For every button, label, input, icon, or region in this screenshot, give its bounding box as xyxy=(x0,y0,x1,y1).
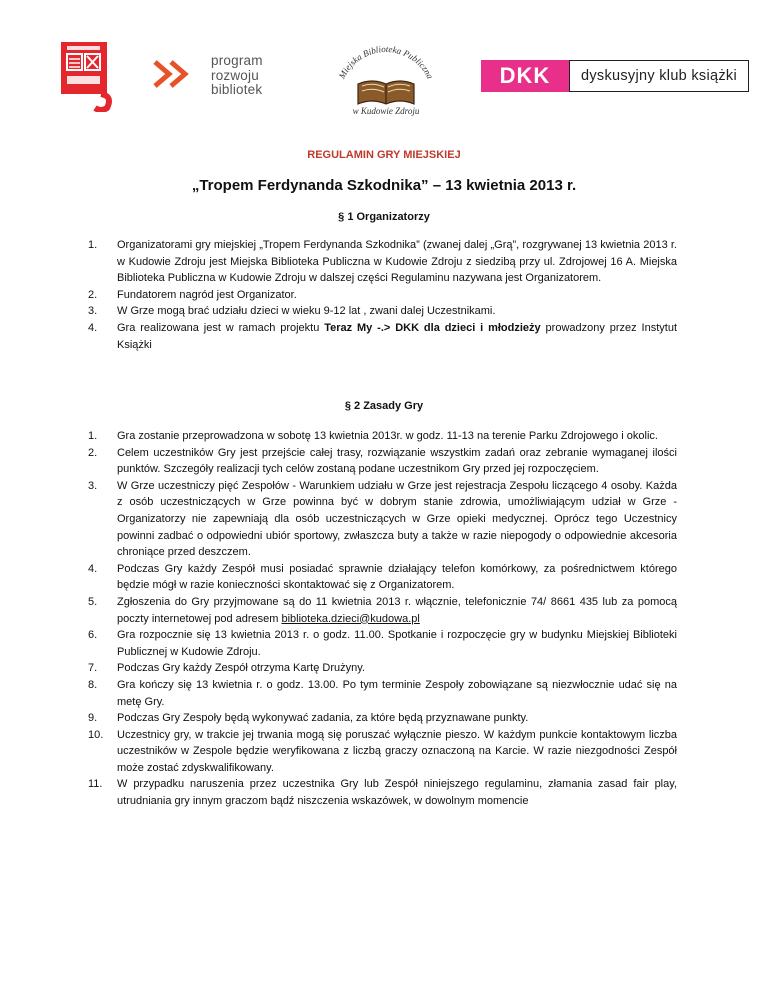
program-text xyxy=(211,54,263,98)
program-line-3: bibliotek xyxy=(211,82,263,97)
instytut-ksiazki-logo-mark xyxy=(61,42,113,112)
list-item: 1. Organizatorami gry miejskiej „Tropem Ferdynanda Szkodnika” (zwanej dalej „Grą”, rozgrywanej 13 kwietnia 2013 r. w Kudowie Zdroju jest Miejska Biblioteka Publiczna w Kudowie Zdroju z siedzibą przy ul. Zdrojowej 16 A. Miejska Biblioteka Publiczna w Kudowie Zdroju w dalszej części Regulaminu nazywana jest Organizatorem. xyxy=(88,239,677,285)
library-arc-text: Miejska Biblioteka Publiczna xyxy=(336,43,436,81)
list-item: 2. Celem uczestników Gry jest przejście całej trasy, rozwiązanie wszystkim zadań oraz zebranie wymaganej ilości punktów. Szczegóły realizacji tych celów zostaną podane uczestnikom Gry przed jej rozpoczęciem. xyxy=(88,446,677,476)
library-logo xyxy=(330,38,442,124)
list-item: 3. W Grze uczestniczy pięć Zespołów - Warunkiem udziału w Grze jest rejestracja Zespołu liczącego 4 osoby. Każda z osób uczestniczących w Grze powinna być w dobrym stanie zdrowia, umożliwiającym udział w Grze - Organizatorzy nie zapewniają dla osób uczestniczących w Grze opieki medycznej. Oprócz tego Uczestnicy powinni zadbać o odpowiedni ubiór sportowy, zwłaszcza buty a także w razie niepogody o odpowiednie akcesoria chroniące przed deszczem. xyxy=(88,479,677,559)
section-2-list xyxy=(0,428,768,810)
list-item: 8. Gra kończy się 13 kwietnia r. o godz. 13.00. Po tym terminie Zespoły zobowiązane są niezwłocznie udać się na metę Gry. xyxy=(88,678,677,708)
list-item: 1. Gra zostanie przeprowadzona w sobotę 13 kwietnia 2013r. w godz. 11-13 na terenie Parku Zdrojowego i okolic. xyxy=(88,430,658,442)
dkk-mark: DKK xyxy=(481,60,569,92)
list-item: 5. Zgłoszenia do Gry przyjmowane są do 11 kwietnia 2013 r. włącznie, telefonicznie 74/ 8661 435 lub za pomocą poczty internetowej pod adresem biblioteka.dzieci@kudowa.pl xyxy=(88,595,677,625)
program-rozwoju-bibliotek-logo xyxy=(153,54,283,104)
dkk-label: dyskusyjny klub książki xyxy=(569,60,749,92)
list-item: 9. Podczas Gry Zespoły będą wykonywać zadania, za które będą przyznawane punkty. xyxy=(88,712,529,725)
email-link[interactable]: biblioteka.dzieci@kudowa.pl xyxy=(281,612,420,625)
section-2-title: § 2 Zasady Gry xyxy=(344,400,424,412)
project-name: Teraz My -.> DKK dla dzieci i młodzieży xyxy=(324,321,541,334)
section-1-list xyxy=(0,237,768,353)
svg-text:Miejska Biblioteka Publiczna xyxy=(336,44,435,81)
logo-bar xyxy=(0,38,768,128)
list-item: 4. Podczas Gry każdy Zespół musi posiadać sprawnie działający telefon komórkowy, za pośrednictwem którego będzie mógł w razie konieczności skontaktować się z Organizatorem. xyxy=(88,562,677,592)
list-item: 10. Uczestnicy gry, w trakcie jej trwania mogą się poruszać wyłącznie pieszo. W każdym punkcie kontaktowym liczba uczestników w Zespole będzie weryfikowana z liczbą graczy oznaczoną na Karcie. W razie niezgodności Zespół może zostać zdyskwalifikowany. xyxy=(88,728,677,774)
library-sub-text: w Kudowie Zdroju xyxy=(352,106,420,116)
dkk-logo xyxy=(481,60,749,92)
list-item: 3. W Grze mogą brać udziału dzieci w wieku 9-12 lat , zwani dalej Uczestnikami. xyxy=(88,305,496,318)
list-item: 6. Gra rozpocznie się 13 kwietnia 2013 r. o godz. 11.00. Spotkanie i rozpoczęcie gry w budynku Miejskiej Biblioteki Publicznej w Kudowie Zdroju. xyxy=(88,629,677,658)
program-line-2: rozwoju xyxy=(211,67,259,83)
list-item: 4. Gra realizowana jest w ramach projektu Teraz My -.> DKK dla dzieci i młodzieży prowadzony przez Instytut Książki xyxy=(88,321,677,351)
double-chevron-icon xyxy=(153,58,203,98)
regulation-title: REGULAMIN GRY MIEJSKIEJ xyxy=(307,149,461,161)
section-1-title: § 1 Organizatorzy xyxy=(338,211,430,223)
program-line-1: program xyxy=(211,53,263,68)
list-item: 7. Podczas Gry każdy Zespół otrzyma Kartę Drużyny. xyxy=(88,662,365,675)
list-item: 2. Fundatorem nagród jest Organizator. xyxy=(88,288,297,301)
instytut-ksiazki-logo xyxy=(61,42,113,112)
main-title: „Tropem Ferdynanda Szkodnika” – 13 kwietnia 2013 r. xyxy=(191,177,577,194)
list-item: 11. W przypadku naruszenia przez uczestnika Gry lub Zespół niniejszego regulaminu, złamania zasad fair play, utrudniania gry innym graczom bądź niszczenia wskazówek, w dowolnym momencie xyxy=(88,778,677,808)
